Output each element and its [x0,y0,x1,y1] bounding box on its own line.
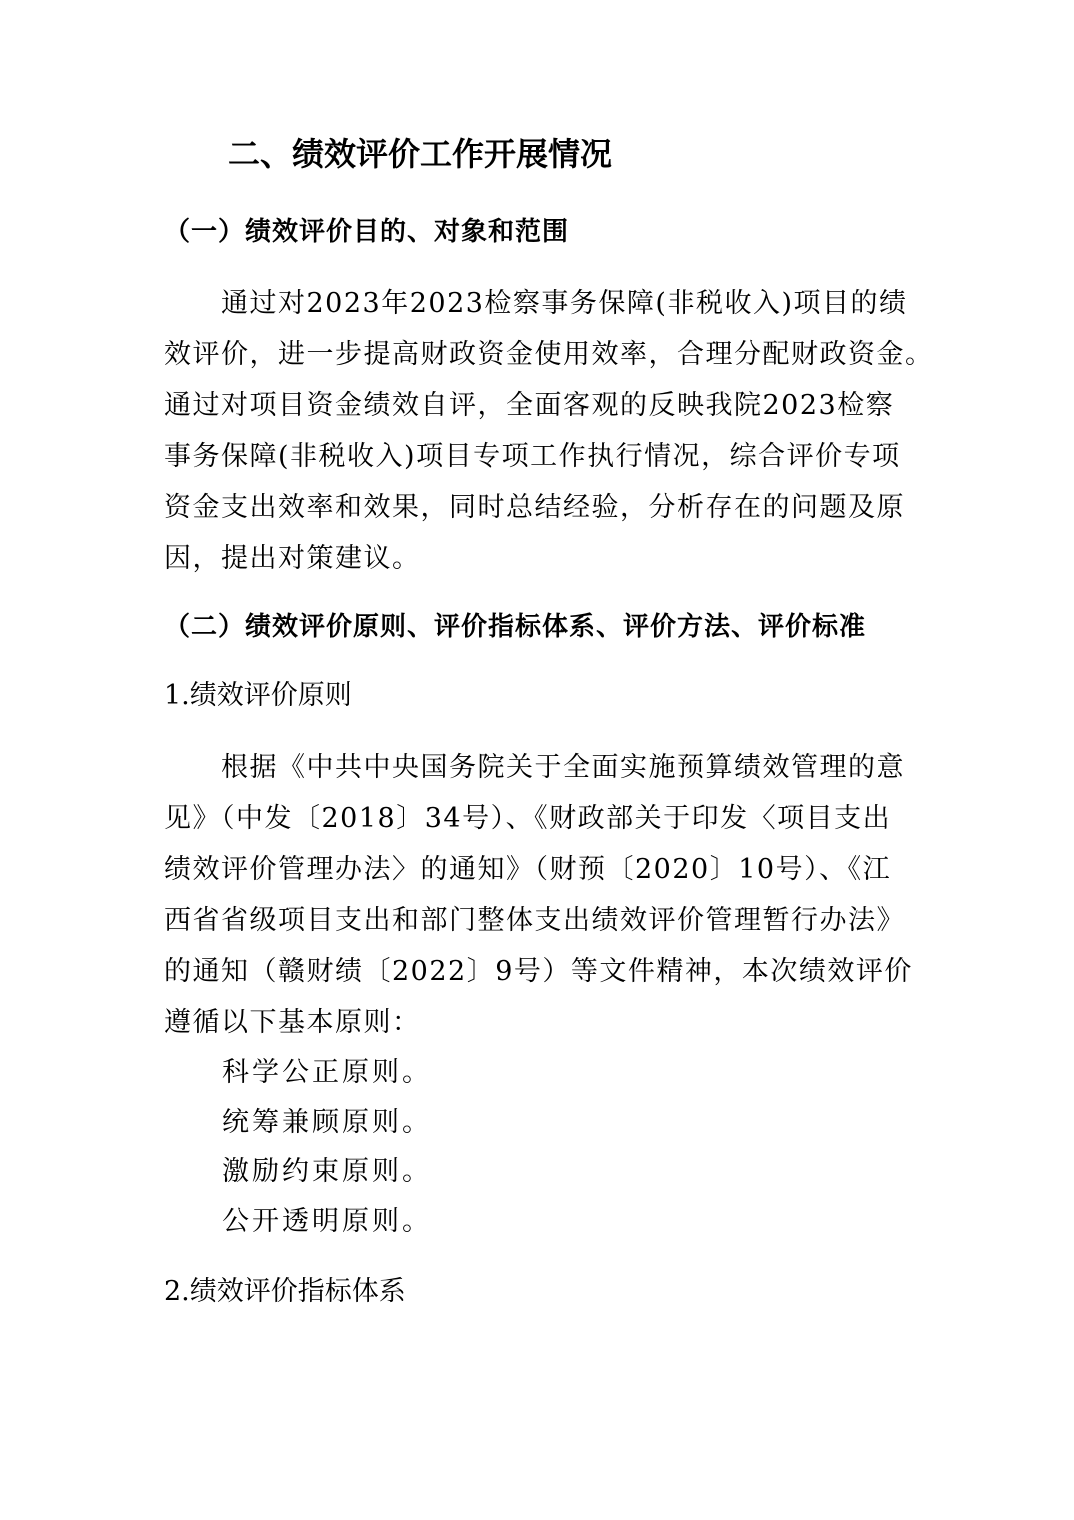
paragraph-line: 因，提出对策建议。 [164,543,421,574]
paragraph-line: 通过对项目资金绩效自评，全面客观的反映我院2023检察 [164,390,895,421]
principle-item: 激励约束原则。 [222,1156,432,1187]
paragraph-line: 遵循以下基本原则： [164,1007,421,1038]
item-heading-principles: 1.绩效评价原则 [164,680,352,711]
paragraph-principles [164,742,912,1048]
principle-item: 公开透明原则。 [222,1206,432,1237]
paragraph-line: 效评价，进一步提高财政资金使用效率，合理分配财政资金。 [164,339,934,370]
principle-item: 统筹兼顾原则。 [222,1107,432,1138]
principle-item: 科学公正原则。 [222,1057,432,1088]
section-title: 二、绩效评价工作开展情况 [228,135,613,173]
paragraph-line: 根据《中共中央国务院关于全面实施预算绩效管理的意 [164,752,905,783]
item-heading-indicators: 2.绩效评价指标体系 [164,1276,406,1307]
paragraph-line: 的通知（赣财绩〔2022〕9号）等文件精神，本次绩效评价 [164,956,913,987]
paragraph-line: 西省省级项目支出和部门整体支出绩效评价管理暂行办法》 [164,905,905,936]
paragraph-line: 资金支出效率和效果，同时总结经验，分析存在的问题及原 [164,492,905,523]
paragraph-line: 通过对2023年2023检察事务保障(非税收入)项目的绩 [164,288,908,319]
paragraph-line: 见》（中发〔2018〕34号）、《财政部关于印发〈项目支出 [164,803,892,834]
subsection-heading-purpose: （一）绩效评价目的、对象和范围 [164,217,570,247]
paragraph-line: 绩效评价管理办法〉的通知》（财预〔2020〕10号）、《江 [164,854,892,885]
subsection-heading-principles: （二）绩效评价原则、评价指标体系、评价方法、评价标准 [164,612,867,642]
paragraph-purpose [164,278,934,584]
paragraph-line: 事务保障(非税收入)项目专项工作执行情况，综合评价专项 [164,441,901,472]
